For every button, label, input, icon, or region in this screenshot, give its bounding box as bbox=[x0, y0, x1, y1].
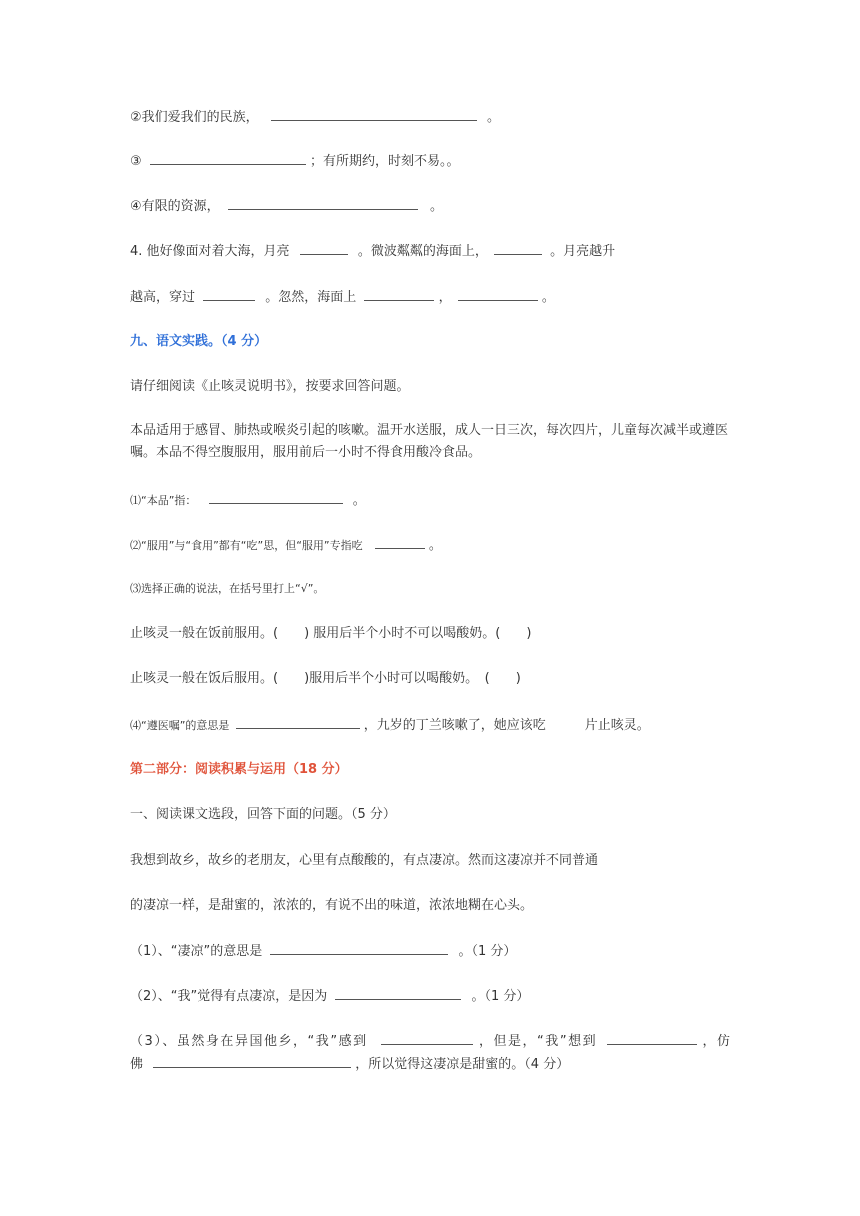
answer-blank[interactable] bbox=[150, 152, 306, 165]
line-item-4 bbox=[130, 197, 443, 216]
section-9-option-1: 止咳灵一般在饭前服用。( ) 服用后半个小时不可以喝酸奶。( ) bbox=[130, 626, 532, 641]
line-text: ，九岁的丁兰咳嗽了，她应该吃 片止咳灵。 bbox=[363, 718, 650, 733]
passage-line-1: 我想到故乡，故乡的老朋友，心里有点酸酸的，有点凄凉。然而这凄凉并不同普通 bbox=[130, 853, 599, 868]
answer-blank[interactable] bbox=[375, 536, 425, 549]
line-text: 佛 bbox=[130, 1057, 144, 1072]
line-end: 。 bbox=[428, 538, 442, 553]
part-2-q3-line-1 bbox=[130, 1032, 730, 1051]
line-text: ③ bbox=[130, 154, 142, 169]
line-end: 。 bbox=[352, 493, 366, 508]
line-text: ， bbox=[438, 290, 452, 305]
answer-blank[interactable] bbox=[381, 1032, 473, 1045]
line-item-3 bbox=[130, 152, 459, 171]
answer-blank[interactable] bbox=[458, 288, 538, 301]
section-9-heading: 九、语文实践。（4 分） bbox=[130, 334, 268, 349]
answer-blank[interactable] bbox=[300, 242, 348, 255]
line-text: ，仿 bbox=[702, 1034, 730, 1049]
question-4-line-2 bbox=[130, 288, 555, 307]
question-4-line-1 bbox=[130, 242, 615, 261]
line-text: ⑵“服用”与“食用”都有“吃”思，但“服用”专指吃 bbox=[130, 539, 363, 552]
line-end: 。（1 分） bbox=[471, 989, 530, 1004]
line-text: 4. 他好像面对着大海，月亮 bbox=[130, 244, 290, 259]
line-text: 。微波粼粼的海面上， bbox=[357, 244, 488, 259]
answer-blank[interactable] bbox=[236, 716, 360, 729]
answer-blank[interactable] bbox=[203, 288, 255, 301]
line-end: 。 bbox=[429, 199, 443, 214]
passage-line-2: 的凄凉一样，是甜蜜的，浓浓的，有说不出的味道，浓浓地糊在心头。 bbox=[130, 898, 534, 913]
part-2-subheading: 一、阅读课文选段，回答下面的问题。（5 分） bbox=[130, 807, 396, 822]
line-end: 。 bbox=[486, 110, 500, 125]
section-9-q4 bbox=[130, 716, 650, 735]
answer-blank[interactable] bbox=[270, 942, 448, 955]
line-text: ⑴“本品”指： bbox=[130, 494, 197, 507]
part-2-heading: 第二部分：阅读积累与运用（18 分） bbox=[130, 762, 348, 777]
answer-blank[interactable] bbox=[228, 197, 418, 210]
section-9-option-2: 止咳灵一般在饭后服用。( )服用后半个小时可以喝酸奶。 ( ) bbox=[130, 671, 521, 686]
line-text: （3）、虽然身在异国他乡，“我”感到 bbox=[130, 1034, 368, 1049]
part-2-q2 bbox=[130, 987, 529, 1006]
line-text: ，但是，“我”想到 bbox=[478, 1034, 598, 1049]
line-end: ；有所期约，时刻不易。。 bbox=[309, 154, 460, 169]
answer-blank[interactable] bbox=[335, 987, 461, 1000]
line-wrapper bbox=[130, 1032, 730, 1051]
section-9-q3: ⑶选择正确的说法，在括号里打上“√”。 bbox=[130, 582, 325, 595]
line-text: （2）、“我”觉得有点凄凉，是因为 bbox=[130, 989, 328, 1004]
section-9-passage: 本品适用于感冒、肺热或喉炎引起的咳嗽。温开水送服，成人一日三次，每次四片，儿童每次减半或遵医嘱。本品不得空腹服用，服用前后一小时不得食用酸冷食品。 bbox=[130, 423, 729, 460]
line-text: 。月亮越升 bbox=[550, 244, 616, 259]
answer-blank[interactable] bbox=[607, 1032, 697, 1045]
line-text: 。 bbox=[541, 290, 555, 305]
answer-blank[interactable] bbox=[209, 491, 343, 504]
line-text: ，所以觉得这凄凉是甜蜜的。（4 分） bbox=[355, 1057, 570, 1072]
line-text: ④有限的资源， bbox=[130, 199, 220, 214]
line-end: 。（1 分） bbox=[458, 944, 517, 959]
answer-blank[interactable] bbox=[494, 242, 542, 255]
line-item-2 bbox=[130, 108, 500, 127]
section-9-q2 bbox=[130, 536, 442, 555]
line-text: 。忽然，海面上 bbox=[265, 290, 357, 305]
answer-blank[interactable] bbox=[271, 108, 477, 121]
part-2-q1 bbox=[130, 942, 516, 961]
section-9-q1 bbox=[130, 491, 366, 510]
line-text: ⑷“遵医嘱”的意思是 bbox=[130, 719, 230, 732]
line-text: 越高，穿过 bbox=[130, 290, 196, 305]
answer-blank[interactable] bbox=[364, 288, 434, 301]
line-text: （1）、“凄凉”的意思是 bbox=[130, 944, 263, 959]
answer-blank[interactable] bbox=[153, 1055, 351, 1068]
line-text: ②我们爱我们的民族， bbox=[130, 110, 259, 125]
part-2-q3-line-2 bbox=[130, 1055, 569, 1074]
section-9-intro: 请仔细阅读《止咳灵说明书》，按要求回答问题。 bbox=[130, 379, 410, 394]
